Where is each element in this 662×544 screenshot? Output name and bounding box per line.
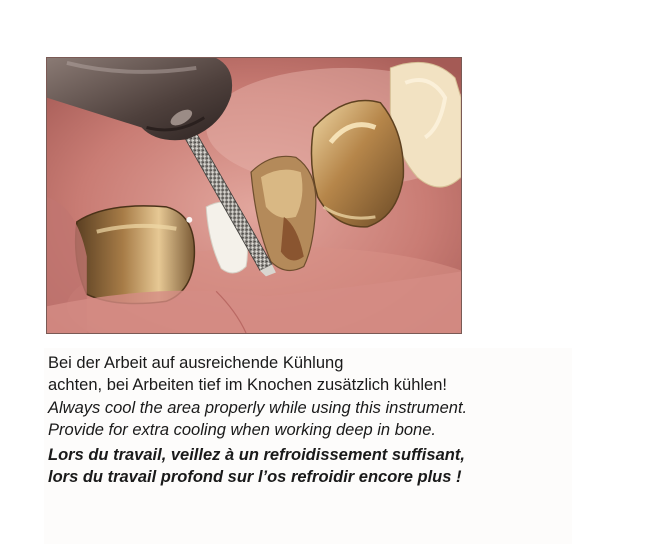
caption-fr-line-2: lors du travail profond sur l’os refroidir encore plus ! (48, 468, 462, 486)
caption-english (44, 397, 572, 441)
caption-de-line-2: achten, bei Arbeiten tief im Knochen zusätzlich kühlen! (48, 376, 447, 394)
caption-german (44, 352, 572, 396)
dental-photo (46, 57, 462, 334)
caption-fr-line-1: Lors du travail, veillez à un refroidissement suffisant, (48, 446, 465, 464)
caption-en-line-2: Provide for extra cooling when working deep in bone. (48, 421, 436, 439)
caption-de-line-1: Bei der Arbeit auf ausreichende Kühlung (48, 354, 344, 372)
caption-french (44, 444, 572, 488)
instruction-caption (44, 348, 572, 544)
gold-crown-left (76, 206, 195, 304)
caption-en-line-1: Always cool the area properly while using this instrument. (48, 399, 468, 417)
